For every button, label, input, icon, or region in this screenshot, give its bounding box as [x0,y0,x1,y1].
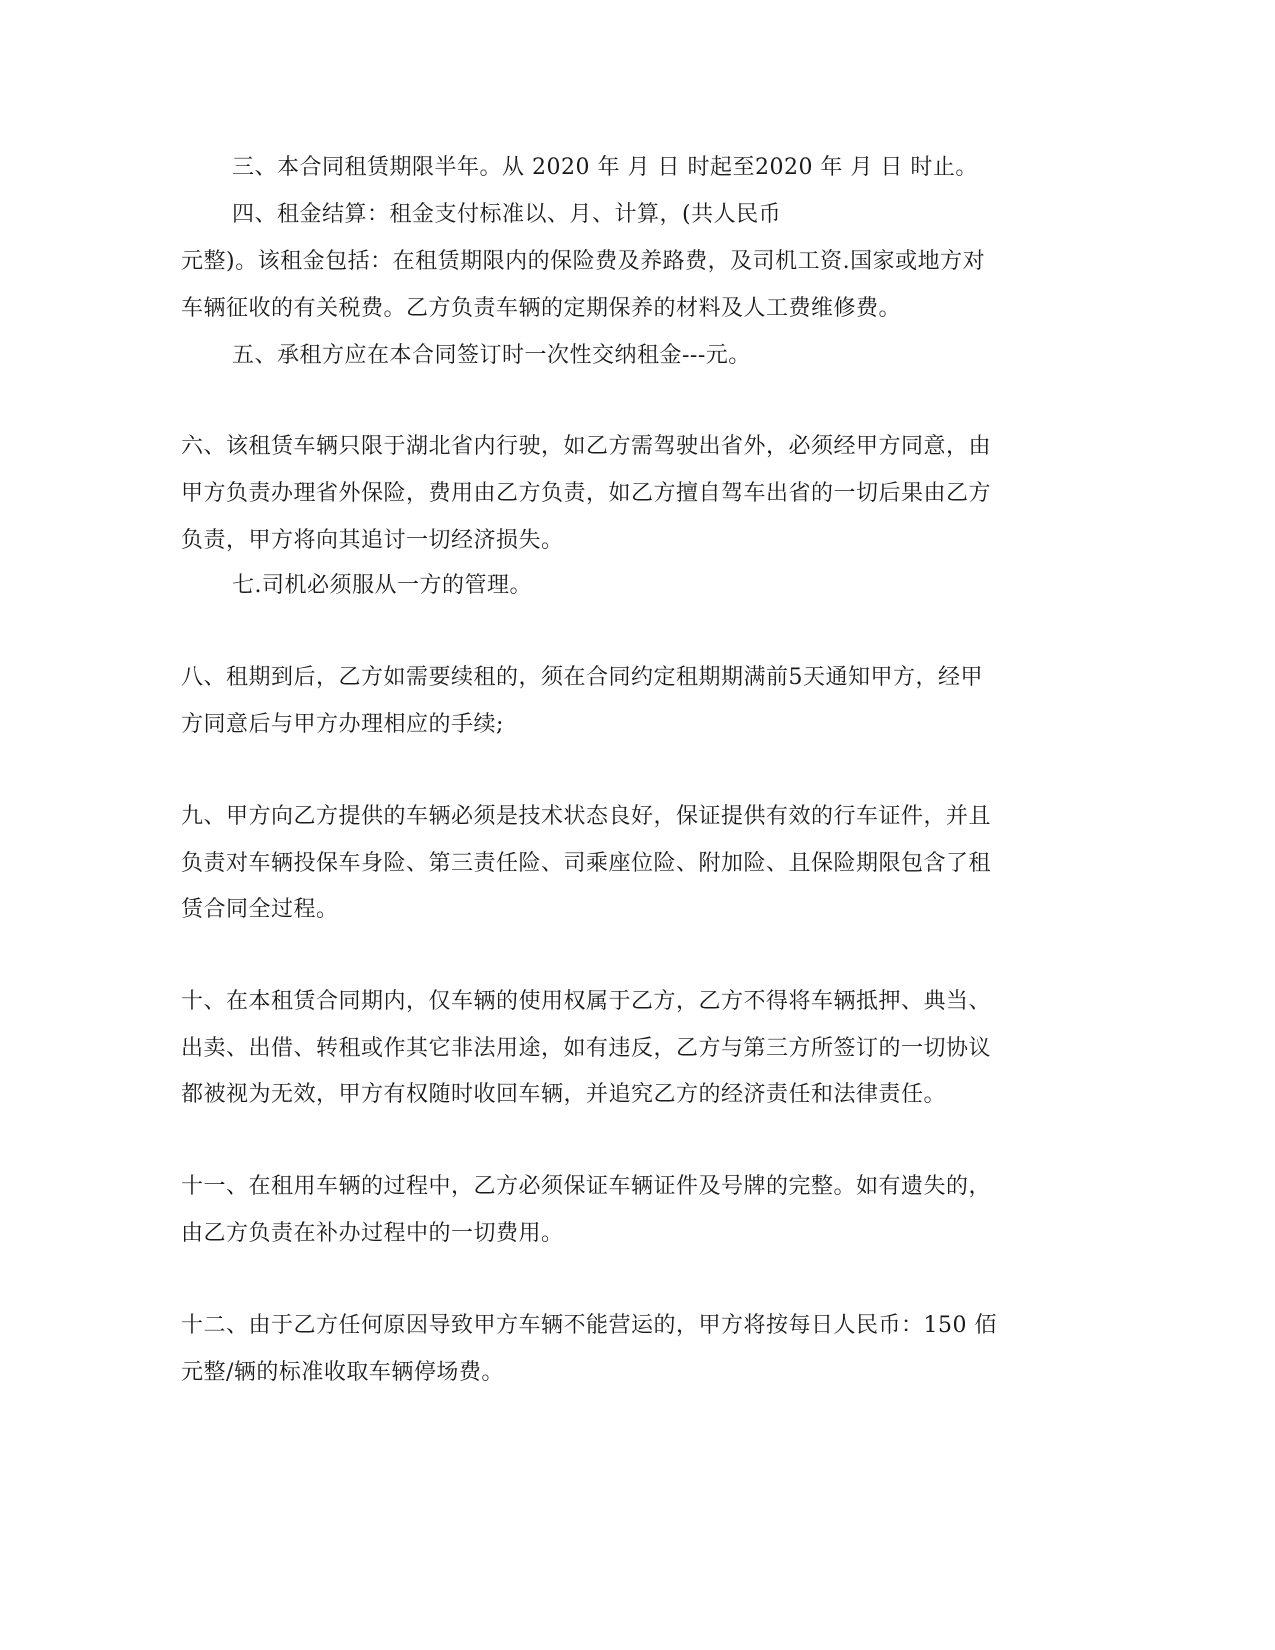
clause-3-line-1: 三、本合同租赁期限半年。从 2020 年 月 日 时起至2020 年 月 日 时止。 [232,155,978,180]
clause-9-line-1: 九、甲方向乙方提供的车辆必须是技术状态良好，保证提供有效的行车证件，并且 [181,804,992,829]
clause-8-line-1: 八、租期到后，乙方如需要续租的，须在合同约定租期期满前5天通知甲方，经甲 [181,665,983,690]
clause-10-line-3: 都被视为无效，甲方有权随时收回车辆，并追究乙方的经济责任和法律责任。 [181,1082,947,1107]
clause-8-line-2: 方同意后与甲方办理相应的手续; [181,712,504,737]
clause-9-line-2: 负责对车辆投保车身险、第三责任险、司乘座位险、附加险、且保险期限包含了租 [181,851,992,876]
clause-12-line-1: 十二、由于乙方任何原因导致甲方车辆不能营运的，甲方将按每日人民币：150 佰 [181,1313,997,1338]
clause-9-line-3: 赁合同全过程。 [181,897,339,922]
clause-6-line-1: 六、该租赁车辆只限于湖北省内行驶，如乙方需驾驶出省外，必须经甲方同意，由 [181,434,992,459]
clause-5-line-1: 五、承租方应在本合同签订时一次性交纳租金---元。 [232,343,751,368]
clause-4-line-2: 元整)。该租金包括：在租赁期限内的保险费及养路费，及司机工资.国家或地方对 [181,249,986,274]
clause-12-line-2: 元整/辆的标准收取车辆停场费。 [181,1360,504,1385]
clause-10-line-2: 出卖、出借、转租或作其它非法用途，如有违反，乙方与第三方所签订的一切协议 [181,1036,992,1061]
clause-4-line-1: 四、租金结算：租金支付标准以、月、计算，(共人民币 [232,202,782,227]
clause-10-line-1: 十、在本租赁合同期内，仅车辆的使用权属于乙方，乙方不得将车辆抵押、典当、 [181,989,992,1014]
clause-7-line-1: 七.司机必须服从一方的管理。 [232,573,532,598]
clause-6-line-3: 负责，甲方将向其追讨一切经济损失。 [181,528,564,553]
clause-11-line-2: 由乙方负责在补办过程中的一切费用。 [181,1221,564,1246]
clause-11-line-1: 十一、在租用车辆的过程中，乙方必须保证车辆证件及号牌的完整。如有遗失的， [181,1174,992,1199]
clause-6-line-2: 甲方负责办理省外保险，费用由乙方负责，如乙方擅自驾车出省的一切后果由乙方 [181,481,992,506]
clause-4-line-3: 车辆征收的有关税费。乙方负责车辆的定期保养的材料及人工费维修费。 [181,296,902,321]
